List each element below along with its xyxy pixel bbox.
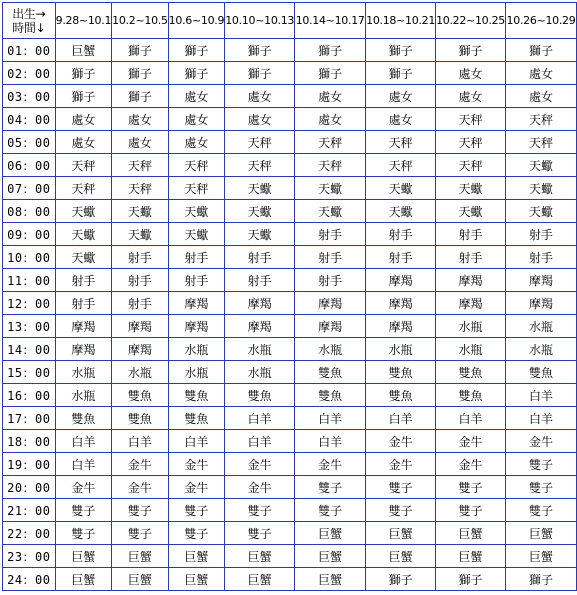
sign-cell: 獅子 [295, 39, 366, 62]
sign-cell: 天秤 [436, 154, 506, 177]
table-row [3, 315, 577, 338]
sign-cell: 天秤 [436, 131, 506, 154]
time-cell: 24：00 [3, 568, 56, 591]
sign-cell: 巨蟹 [112, 568, 169, 591]
time-cell: 10：00 [3, 246, 56, 269]
sign-cell: 天秤 [366, 154, 436, 177]
time-cell: 06：00 [3, 154, 56, 177]
sign-cell: 處女 [436, 62, 506, 85]
sign-cell: 射手 [506, 223, 577, 246]
sign-cell: 天蠍 [55, 246, 112, 269]
sign-cell: 天秤 [112, 154, 169, 177]
sign-cell: 摩羯 [225, 292, 295, 315]
column-header: 10.18~10.21 [366, 3, 436, 39]
sign-cell: 雙魚 [295, 384, 366, 407]
column-header: 10.2~10.5 [112, 3, 169, 39]
table-row [3, 568, 577, 591]
table-row [3, 476, 577, 499]
sign-cell: 巨蟹 [55, 39, 112, 62]
sign-cell: 白羊 [55, 430, 112, 453]
sign-cell: 射手 [295, 269, 366, 292]
column-header: 10.14~10.17 [295, 3, 366, 39]
sign-cell: 天蠍 [506, 177, 577, 200]
sign-cell: 雙魚 [366, 361, 436, 384]
sign-cell: 摩羯 [112, 338, 169, 361]
sign-cell: 金牛 [366, 430, 436, 453]
time-cell: 02：00 [3, 62, 56, 85]
table-row [3, 200, 577, 223]
sign-cell: 處女 [168, 108, 225, 131]
sign-cell: 白羊 [55, 453, 112, 476]
time-cell: 18：00 [3, 430, 56, 453]
sign-cell: 巨蟹 [225, 568, 295, 591]
sign-cell: 處女 [366, 108, 436, 131]
sign-cell: 射手 [225, 246, 295, 269]
sign-cell: 處女 [55, 108, 112, 131]
time-cell: 20：00 [3, 476, 56, 499]
sign-cell: 天蠍 [168, 223, 225, 246]
sign-cell: 射手 [366, 246, 436, 269]
sign-cell: 巨蟹 [366, 545, 436, 568]
table-row [3, 522, 577, 545]
sign-cell: 處女 [295, 108, 366, 131]
sign-cell: 雙子 [506, 499, 577, 522]
sign-cell: 金牛 [295, 453, 366, 476]
sign-cell: 天蠍 [506, 200, 577, 223]
sign-cell: 摩羯 [225, 315, 295, 338]
sign-cell: 射手 [55, 292, 112, 315]
column-header: 9.28~10.1 [55, 3, 112, 39]
sign-cell: 天蠍 [225, 177, 295, 200]
sign-cell: 白羊 [225, 430, 295, 453]
sign-cell: 雙子 [366, 476, 436, 499]
sign-cell: 天秤 [225, 154, 295, 177]
sign-cell: 金牛 [112, 476, 169, 499]
sign-cell: 巨蟹 [506, 545, 577, 568]
sign-cell: 獅子 [112, 39, 169, 62]
time-cell: 12：00 [3, 292, 56, 315]
sign-cell: 摩羯 [366, 315, 436, 338]
sign-cell: 水瓶 [168, 361, 225, 384]
time-cell: 22：00 [3, 522, 56, 545]
time-cell: 05：00 [3, 131, 56, 154]
sign-cell: 雙魚 [225, 384, 295, 407]
sign-cell: 獅子 [366, 39, 436, 62]
sign-cell: 射手 [295, 246, 366, 269]
sign-cell: 天秤 [55, 154, 112, 177]
table-row [3, 177, 577, 200]
table-row [3, 407, 577, 430]
sign-cell: 雙子 [436, 499, 506, 522]
sign-cell: 金牛 [506, 430, 577, 453]
time-cell: 01：00 [3, 39, 56, 62]
sign-cell: 巨蟹 [112, 545, 169, 568]
sign-cell: 巨蟹 [506, 522, 577, 545]
sign-cell: 雙子 [506, 453, 577, 476]
sign-cell: 水瓶 [168, 338, 225, 361]
time-cell: 04：00 [3, 108, 56, 131]
table-row [3, 154, 577, 177]
sign-cell: 處女 [168, 131, 225, 154]
sign-cell: 雙子 [168, 499, 225, 522]
sign-cell: 天蠍 [436, 200, 506, 223]
sign-cell: 雙子 [295, 476, 366, 499]
sign-cell: 雙子 [112, 499, 169, 522]
sign-cell: 白羊 [436, 407, 506, 430]
sign-cell: 射手 [168, 269, 225, 292]
sign-cell: 白羊 [506, 384, 577, 407]
sign-cell: 天秤 [168, 177, 225, 200]
table-row [3, 545, 577, 568]
sign-cell: 摩羯 [506, 292, 577, 315]
sign-cell: 巨蟹 [168, 545, 225, 568]
sign-cell: 摩羯 [295, 292, 366, 315]
table-row [3, 62, 577, 85]
sign-cell: 巨蟹 [55, 568, 112, 591]
sign-cell: 射手 [112, 292, 169, 315]
header-row [3, 3, 577, 39]
table-row [3, 223, 577, 246]
table-row [3, 361, 577, 384]
time-cell: 07：00 [3, 177, 56, 200]
sign-cell: 巨蟹 [295, 568, 366, 591]
time-cell: 14：00 [3, 338, 56, 361]
sign-cell: 處女 [168, 85, 225, 108]
sign-cell: 白羊 [168, 430, 225, 453]
sign-cell: 摩羯 [168, 315, 225, 338]
sign-cell: 射手 [295, 223, 366, 246]
column-header: 10.6~10.9 [168, 3, 225, 39]
sign-cell: 雙子 [225, 499, 295, 522]
sign-cell: 雙子 [168, 522, 225, 545]
sign-cell: 獅子 [436, 39, 506, 62]
sign-cell: 巨蟹 [295, 545, 366, 568]
sign-cell: 天秤 [506, 131, 577, 154]
table-row [3, 39, 577, 62]
sign-cell: 天秤 [506, 108, 577, 131]
sign-cell: 雙子 [506, 476, 577, 499]
sign-cell: 雙子 [366, 499, 436, 522]
sign-cell: 射手 [436, 246, 506, 269]
sign-cell: 白羊 [506, 407, 577, 430]
sign-cell: 雙魚 [436, 361, 506, 384]
table-body [3, 39, 577, 591]
sign-cell: 射手 [112, 269, 169, 292]
sign-cell: 獅子 [55, 62, 112, 85]
table-row [3, 85, 577, 108]
sign-cell: 天秤 [436, 108, 506, 131]
sign-cell: 金牛 [436, 430, 506, 453]
column-header: 10.22~10.25 [436, 3, 506, 39]
sign-cell: 處女 [366, 85, 436, 108]
sign-cell: 摩羯 [112, 315, 169, 338]
sign-cell: 雙魚 [366, 384, 436, 407]
sign-cell: 白羊 [225, 407, 295, 430]
column-header: 10.26~10.29 [506, 3, 577, 39]
sign-cell: 巨蟹 [366, 522, 436, 545]
sign-cell: 雙子 [295, 499, 366, 522]
time-cell: 08：00 [3, 200, 56, 223]
sign-cell: 水瓶 [112, 361, 169, 384]
sign-cell: 處女 [436, 85, 506, 108]
time-cell: 17：00 [3, 407, 56, 430]
zodiac-table [2, 2, 577, 591]
sign-cell: 水瓶 [225, 338, 295, 361]
sign-cell: 金牛 [168, 476, 225, 499]
sign-cell: 雙子 [55, 522, 112, 545]
corner-header [3, 3, 56, 39]
time-cell: 19：00 [3, 453, 56, 476]
sign-cell: 水瓶 [436, 338, 506, 361]
sign-cell: 射手 [168, 246, 225, 269]
sign-cell: 獅子 [366, 62, 436, 85]
sign-cell: 水瓶 [55, 361, 112, 384]
sign-cell: 射手 [366, 223, 436, 246]
sign-cell: 射手 [112, 246, 169, 269]
sign-cell: 處女 [55, 131, 112, 154]
sign-cell: 雙魚 [506, 361, 577, 384]
table-row [3, 499, 577, 522]
time-cell: 15：00 [3, 361, 56, 384]
sign-cell: 天蠍 [112, 200, 169, 223]
time-cell: 23：00 [3, 545, 56, 568]
sign-cell: 白羊 [112, 430, 169, 453]
sign-cell: 巨蟹 [295, 522, 366, 545]
sign-cell: 摩羯 [366, 292, 436, 315]
sign-cell: 金牛 [436, 453, 506, 476]
sign-cell: 白羊 [295, 407, 366, 430]
sign-cell: 摩羯 [55, 315, 112, 338]
time-cell: 13：00 [3, 315, 56, 338]
corner-label-birth: 出生→ [12, 6, 46, 21]
sign-cell: 天蠍 [366, 177, 436, 200]
sign-cell: 處女 [295, 85, 366, 108]
sign-cell: 天蠍 [295, 177, 366, 200]
sign-cell: 金牛 [168, 453, 225, 476]
sign-cell: 天秤 [225, 131, 295, 154]
sign-cell: 獅子 [436, 568, 506, 591]
sign-cell: 天秤 [295, 131, 366, 154]
sign-cell: 水瓶 [225, 361, 295, 384]
sign-cell: 處女 [506, 62, 577, 85]
sign-cell: 獅子 [506, 568, 577, 591]
sign-cell: 天蠍 [506, 154, 577, 177]
sign-cell: 天秤 [366, 131, 436, 154]
sign-cell: 金牛 [225, 476, 295, 499]
column-header: 10.10~10.13 [225, 3, 295, 39]
table-row [3, 453, 577, 476]
sign-cell: 天秤 [112, 177, 169, 200]
sign-cell: 摩羯 [506, 269, 577, 292]
table-row [3, 246, 577, 269]
sign-cell: 摩羯 [436, 292, 506, 315]
time-cell: 09：00 [3, 223, 56, 246]
sign-cell: 水瓶 [55, 384, 112, 407]
sign-cell: 雙魚 [295, 361, 366, 384]
sign-cell: 獅子 [225, 62, 295, 85]
sign-cell: 雙魚 [436, 384, 506, 407]
sign-cell: 天秤 [55, 177, 112, 200]
time-cell: 21：00 [3, 499, 56, 522]
sign-cell: 處女 [112, 108, 169, 131]
sign-cell: 獅子 [168, 39, 225, 62]
sign-cell: 巨蟹 [55, 545, 112, 568]
sign-cell: 巨蟹 [436, 522, 506, 545]
sign-cell: 雙魚 [55, 407, 112, 430]
sign-cell: 天秤 [295, 154, 366, 177]
sign-cell: 巨蟹 [168, 568, 225, 591]
sign-cell: 水瓶 [506, 315, 577, 338]
sign-cell: 金牛 [55, 476, 112, 499]
sign-cell: 天蠍 [55, 223, 112, 246]
sign-cell: 摩羯 [436, 269, 506, 292]
sign-cell: 獅子 [366, 568, 436, 591]
sign-cell: 獅子 [112, 85, 169, 108]
sign-cell: 天蠍 [225, 200, 295, 223]
table-row [3, 131, 577, 154]
sign-cell: 天蠍 [168, 200, 225, 223]
sign-cell: 雙魚 [168, 407, 225, 430]
sign-cell: 雙子 [225, 522, 295, 545]
sign-cell: 射手 [225, 269, 295, 292]
sign-cell: 白羊 [366, 407, 436, 430]
sign-cell: 金牛 [366, 453, 436, 476]
sign-cell: 獅子 [55, 85, 112, 108]
sign-cell: 獅子 [295, 62, 366, 85]
sign-cell: 摩羯 [168, 292, 225, 315]
sign-cell: 白羊 [295, 430, 366, 453]
sign-cell: 水瓶 [436, 315, 506, 338]
sign-cell: 天蠍 [55, 200, 112, 223]
sign-cell: 獅子 [225, 39, 295, 62]
sign-cell: 水瓶 [506, 338, 577, 361]
sign-cell: 獅子 [112, 62, 169, 85]
sign-cell: 雙子 [436, 476, 506, 499]
sign-cell: 天蠍 [436, 177, 506, 200]
sign-cell: 處女 [506, 85, 577, 108]
sign-cell: 處女 [225, 108, 295, 131]
sign-cell: 獅子 [506, 39, 577, 62]
sign-cell: 雙魚 [168, 384, 225, 407]
sign-cell: 天蠍 [225, 223, 295, 246]
sign-cell: 處女 [225, 85, 295, 108]
sign-cell: 雙魚 [112, 407, 169, 430]
corner-label-time: 時間↓ [12, 20, 46, 35]
sign-cell: 射手 [506, 246, 577, 269]
table-row [3, 384, 577, 407]
time-cell: 16：00 [3, 384, 56, 407]
table-row [3, 338, 577, 361]
sign-cell: 水瓶 [366, 338, 436, 361]
sign-cell: 巨蟹 [436, 545, 506, 568]
sign-cell: 摩羯 [366, 269, 436, 292]
table-row [3, 108, 577, 131]
sign-cell: 射手 [436, 223, 506, 246]
sign-cell: 天蠍 [112, 223, 169, 246]
sign-cell: 摩羯 [55, 338, 112, 361]
sign-cell: 摩羯 [295, 315, 366, 338]
sign-cell: 巨蟹 [225, 545, 295, 568]
sign-cell: 射手 [55, 269, 112, 292]
sign-cell: 天蠍 [366, 200, 436, 223]
sign-cell: 天秤 [168, 154, 225, 177]
sign-cell: 雙子 [112, 522, 169, 545]
sign-cell: 水瓶 [295, 338, 366, 361]
time-cell: 11：00 [3, 269, 56, 292]
table-row [3, 292, 577, 315]
sign-cell: 天蠍 [295, 200, 366, 223]
sign-cell: 金牛 [225, 453, 295, 476]
table-row [3, 430, 577, 453]
sign-cell: 獅子 [168, 62, 225, 85]
time-cell: 03：00 [3, 85, 56, 108]
sign-cell: 處女 [112, 131, 169, 154]
sign-cell: 雙魚 [112, 384, 169, 407]
sign-cell: 金牛 [112, 453, 169, 476]
table-row [3, 269, 577, 292]
sign-cell: 雙子 [55, 499, 112, 522]
